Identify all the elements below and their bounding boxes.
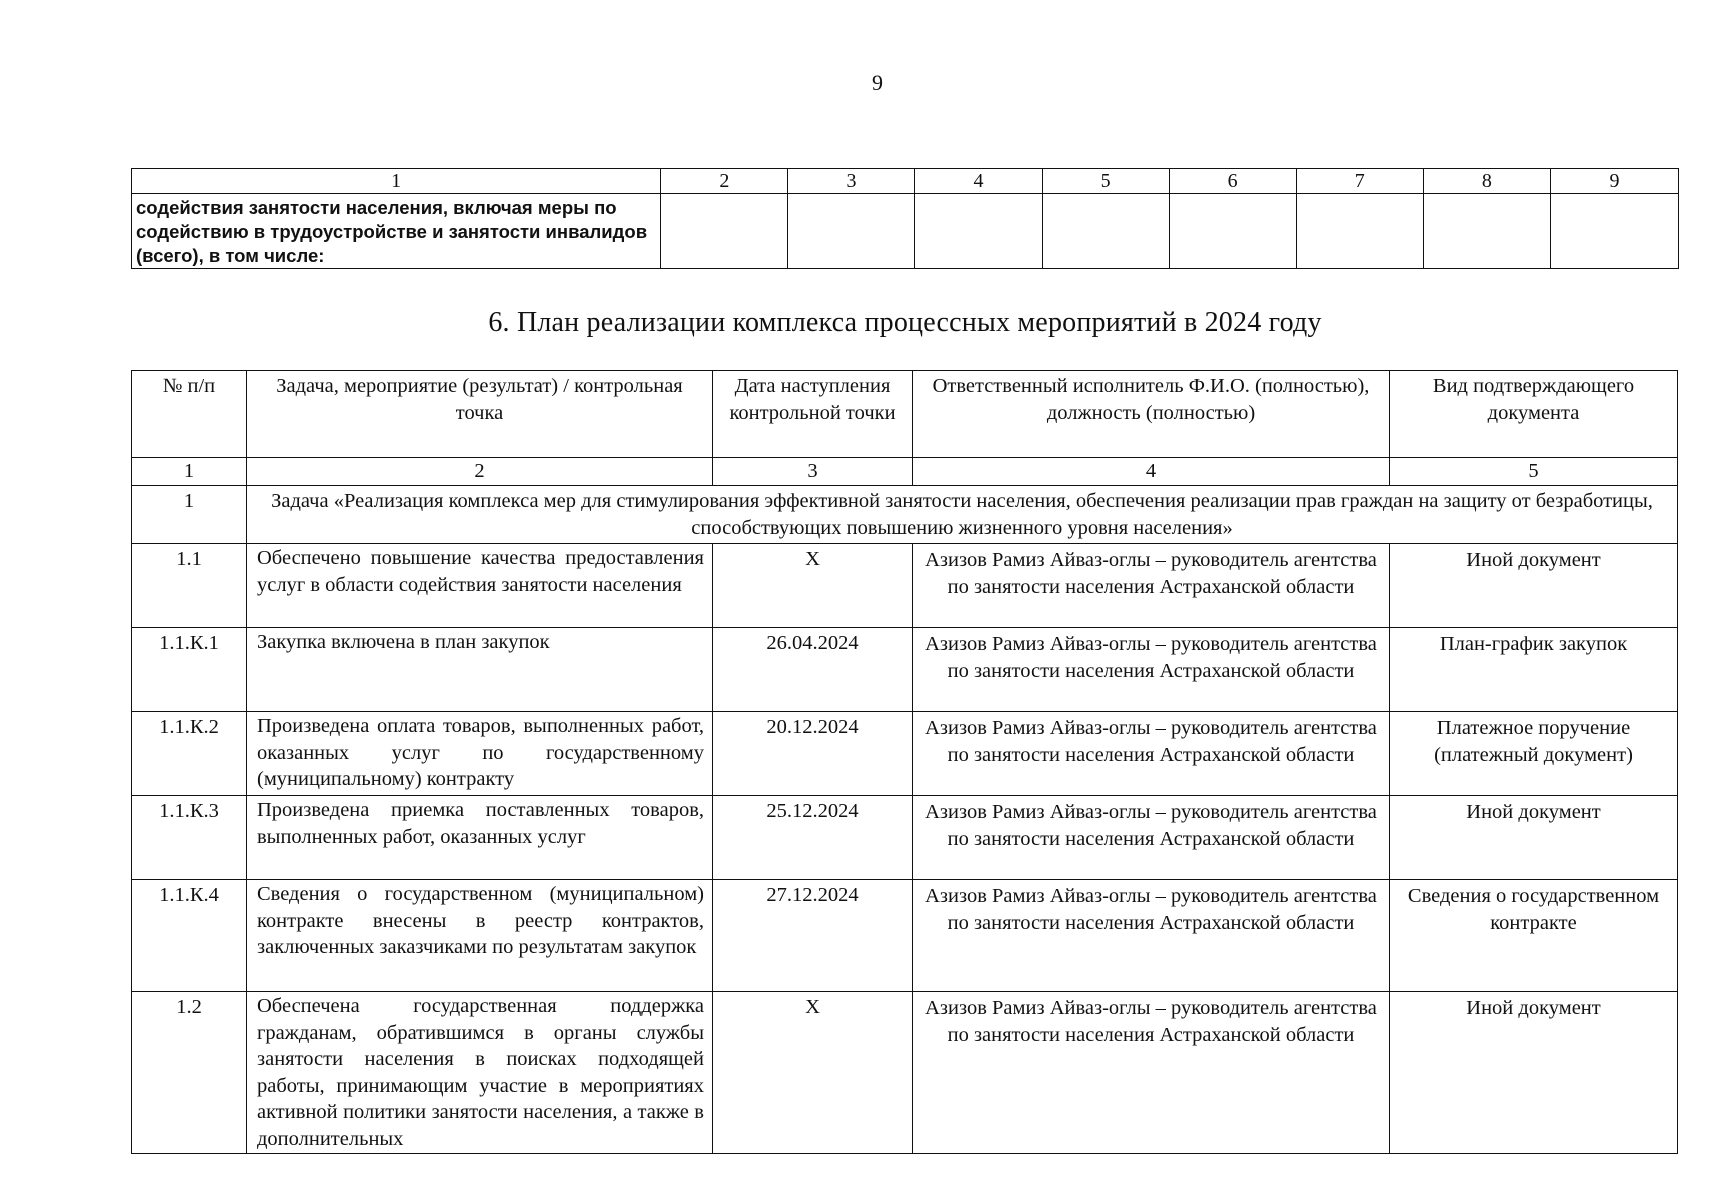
plan-table: [131, 370, 1678, 1154]
row-document: Иной документ: [1390, 992, 1678, 1154]
table-row: [132, 796, 1678, 880]
table-row: [132, 992, 1678, 1154]
row-number: 1.1.К.4: [132, 880, 247, 992]
table-row: [132, 712, 1678, 796]
empty-cell: [1550, 194, 1678, 269]
column-number-row: [132, 458, 1678, 486]
row-executor: Азизов Рамиз Айваз-оглы – руководитель агентства по занятости населения Астраханской области: [913, 544, 1390, 628]
row-document: Иной документ: [1390, 544, 1678, 628]
column-number: 8: [1423, 169, 1550, 194]
row-number: 1.2: [132, 992, 247, 1154]
row-document: План-график закупок: [1390, 628, 1678, 712]
row-task: Обеспечено повышение качества предоставления услуг в области содействия занятости населения: [247, 544, 713, 628]
header-date: Дата наступления контрольной точки: [713, 371, 913, 458]
row-task: Обеспечена государственная поддержка гражданам, обратившимся в органы службы занятости населения в поисках подходящей работы, принимающим участие в мероприятиях активной политики занятости населения, а также в дополнительных: [247, 992, 713, 1154]
table-row: [132, 194, 1679, 269]
column-number: 5: [1042, 169, 1169, 194]
column-number: 4: [913, 458, 1390, 486]
header-row: [132, 371, 1678, 458]
row-document: Иной документ: [1390, 796, 1678, 880]
empty-cell: [661, 194, 788, 269]
header-document: Вид подтверждающего документа: [1390, 371, 1678, 458]
header-num: № п/п: [132, 371, 247, 458]
header-task: Задача, мероприятие (результат) / контрольная точка: [247, 371, 713, 458]
empty-cell: [1042, 194, 1169, 269]
row-number: 1.1.К.3: [132, 796, 247, 880]
row-executor: Азизов Рамиз Айваз-оглы – руководитель агентства по занятости населения Астраханской области: [913, 880, 1390, 992]
page-number: 9: [872, 70, 883, 95]
row-date: 26.04.2024: [713, 628, 913, 712]
row-number: 1.1.К.2: [132, 712, 247, 796]
row-document: Платежное поручение (платежный документ): [1390, 712, 1678, 796]
row-date: Х: [713, 544, 913, 628]
row-date: 20.12.2024: [713, 712, 913, 796]
row-task: Закупка включена в план закупок: [247, 628, 713, 712]
row-task: Произведена оплата товаров, выполненных работ, оказанных услуг по государственному (муниципальному) контракту: [247, 712, 713, 796]
row-executor: Азизов Рамиз Айваз-оглы – руководитель агентства по занятости населения Астраханской области: [913, 712, 1390, 796]
column-number: 9: [1550, 169, 1678, 194]
column-number: 4: [915, 169, 1042, 194]
column-number-row: [132, 169, 1679, 194]
row-date: 25.12.2024: [713, 796, 913, 880]
row-label: содействия занятости населения, включая меры по содействию в трудоустройстве и занятости инвалидов (всего), в том числе:: [132, 194, 661, 269]
row-number: 1.1: [132, 544, 247, 628]
task-row: [132, 486, 1678, 544]
column-number: 1: [132, 458, 247, 486]
empty-cell: [1296, 194, 1423, 269]
table-row: [132, 880, 1678, 992]
table-row: [132, 628, 1678, 712]
row-executor: Азизов Рамиз Айваз-оглы – руководитель агентства по занятости населения Астраханской области: [913, 796, 1390, 880]
column-number: 7: [1296, 169, 1423, 194]
empty-cell: [788, 194, 915, 269]
empty-cell: [915, 194, 1042, 269]
row-number: 1.1.К.1: [132, 628, 247, 712]
task-title: Задача «Реализация комплекса мер для стимулирования эффективной занятости населения, обеспечения реализации прав граждан на защиту от безработицы, способствующих повышению жизненного уровня населения»: [247, 486, 1678, 544]
empty-cell: [1169, 194, 1296, 269]
column-number: 1: [132, 169, 661, 194]
row-executor: Азизов Рамиз Айваз-оглы – руководитель агентства по занятости населения Астраханской области: [913, 628, 1390, 712]
row-task: Сведения о государственном (муниципальном) контракте внесены в реестр контрактов, заключенных заказчиками по результатам закупок: [247, 880, 713, 992]
column-number: 2: [661, 169, 788, 194]
row-date: Х: [713, 992, 913, 1154]
row-date: 27.12.2024: [713, 880, 913, 992]
row-number: 1: [132, 486, 247, 544]
continuation-table: [131, 168, 1679, 269]
header-executor: Ответственный исполнитель Ф.И.О. (полностью), должность (полностью): [913, 371, 1390, 458]
empty-cell: [1423, 194, 1550, 269]
column-number: 5: [1390, 458, 1678, 486]
section-title: 6. План реализации комплекса процессных мероприятий в 2024 году: [488, 307, 1322, 338]
column-number: 2: [247, 458, 713, 486]
column-number: 3: [788, 169, 915, 194]
column-number: 3: [713, 458, 913, 486]
table-row: [132, 544, 1678, 628]
row-document: Сведения о государственном контракте: [1390, 880, 1678, 992]
column-number: 6: [1169, 169, 1296, 194]
row-task: Произведена приемка поставленных товаров, выполненных работ, оказанных услуг: [247, 796, 713, 880]
row-executor: Азизов Рамиз Айваз-оглы – руководитель агентства по занятости населения Астраханской области: [913, 992, 1390, 1154]
